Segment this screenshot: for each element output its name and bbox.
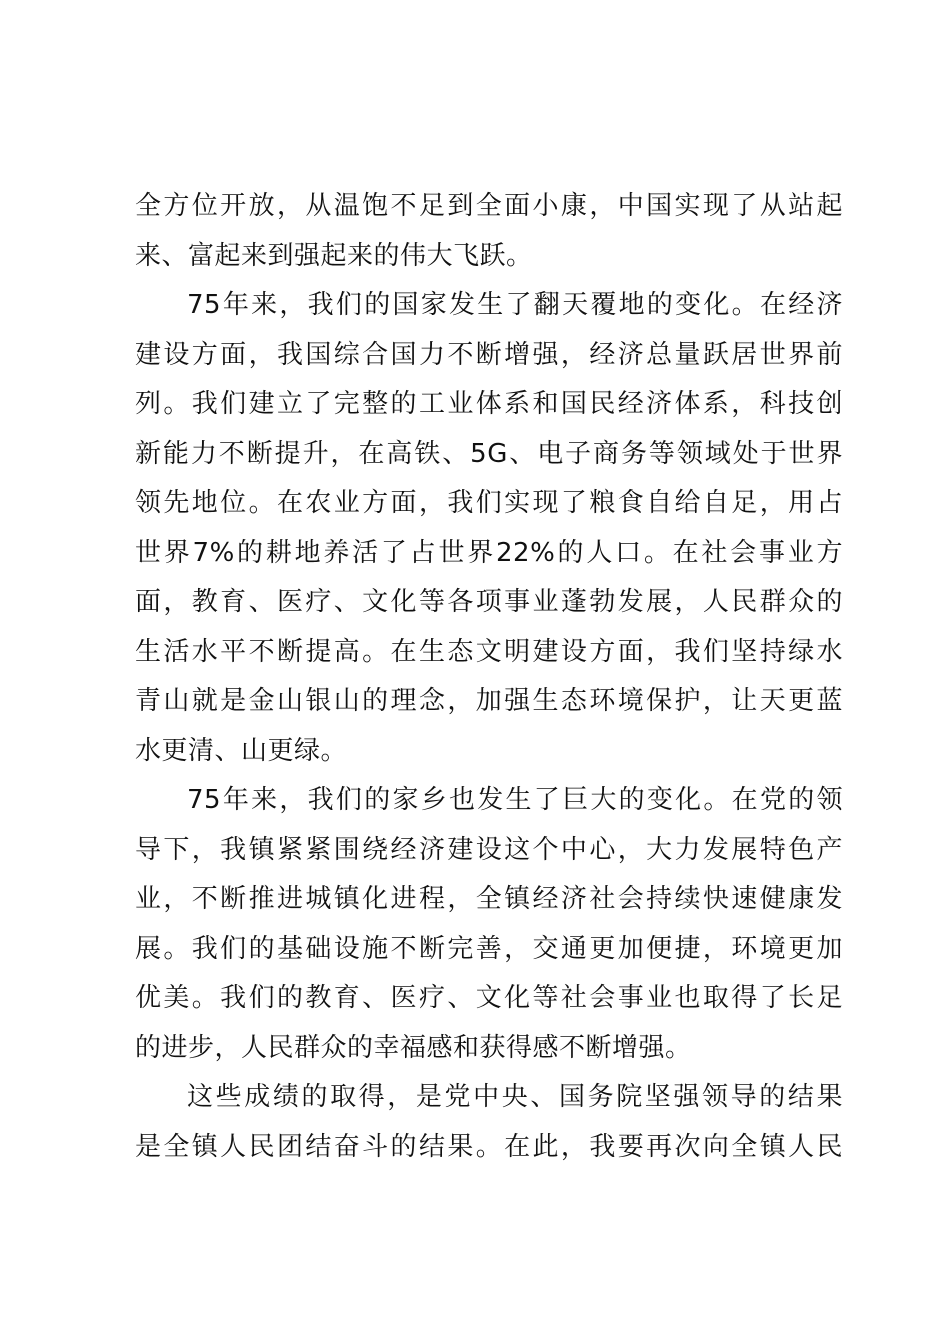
text-line: 面，教育、医疗、文化等各项事业蓬勃发展，人民群众的 [135, 587, 843, 617]
text-line: 这些成绩的取得，是党中央、国务院坚强领导的结果 [187, 1082, 843, 1112]
text-line: 的进步，人民群众的幸福感和获得感不断增强。 [135, 1032, 692, 1063]
text-line: 导下，我镇紧紧围绕经济建设这个中心，大力发展特色产 [135, 834, 843, 865]
paragraph-4 [135, 1073, 843, 1172]
document-body [135, 182, 843, 1172]
text-line: 75年来，我们的国家发生了翻天覆地的变化。在经济 [187, 290, 843, 320]
paragraph-3 [135, 776, 843, 1073]
text-line: 建设方面，我国综合国力不断增强，经济总量跃居世界前 [135, 339, 843, 370]
paragraph-1 [135, 182, 843, 281]
text-line: 展。我们的基础设施不断完善，交通更加便捷，环境更加 [135, 933, 843, 964]
text-line: 优美。我们的教育、医疗、文化等社会事业也取得了长足 [135, 983, 843, 1013]
text-line: 全方位开放，从温饱不足到全面小康，中国实现了从站起 [135, 191, 843, 221]
text-line: 是全镇人民团结奋斗的结果。在此，我要再次向全镇人民 [135, 1131, 843, 1162]
text-line: 领先地位。在农业方面，我们实现了粮食自给自足，用占 [135, 488, 843, 518]
text-line: 生活水平不断提高。在生态文明建设方面，我们坚持绿水 [135, 636, 843, 667]
paragraph-2 [135, 281, 843, 776]
text-line: 水更清、山更绿。 [135, 735, 348, 766]
text-line: 来、富起来到强起来的伟大飞跃。 [135, 240, 533, 271]
text-line: 青山就是金山银山的理念，加强生态环境保护，让天更蓝 [135, 686, 843, 716]
text-line: 列。我们建立了完整的工业体系和国民经济体系，科技创 [135, 389, 843, 419]
text-line: 75年来，我们的家乡也发生了巨大的变化。在党的领 [187, 785, 843, 815]
text-line: 新能力不断提升，在高铁、5G、电子商务等领域处于世界 [135, 438, 843, 469]
text-line: 世界7%的耕地养活了占世界22%的人口。在社会事业方 [135, 537, 843, 568]
text-line: 业，不断推进城镇化进程，全镇经济社会持续快速健康发 [135, 884, 843, 914]
